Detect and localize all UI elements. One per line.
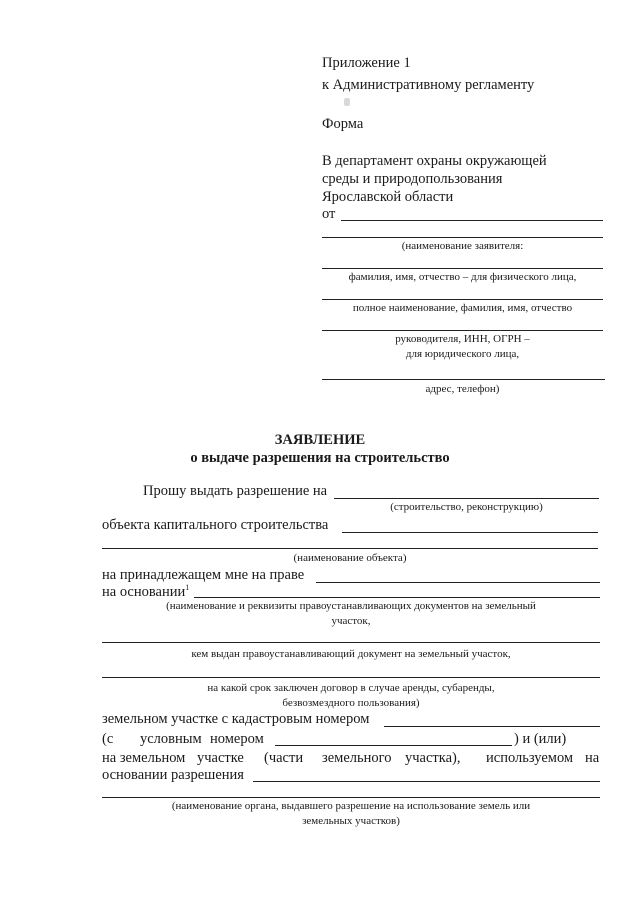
permit-label: основании разрешения [102,767,244,783]
document-subtitle: о выдаче разрешения на строительство [190,450,450,466]
request-label: Прошу выдать разрешение на [143,483,328,499]
permit-field-line[interactable] [253,781,600,782]
applicant-field-line[interactable] [322,268,603,269]
document-title: ЗАЯВЛЕНИЕ [274,432,366,448]
cadastral-label: земельном участке с кадастровым номером [102,711,370,727]
land-word: на [585,750,600,766]
request-hint: (строительство, реконструкцию) [390,501,543,513]
object-label: объекта капитального строительства [102,517,329,533]
organ-hint-2: земельных участков) [302,815,400,827]
land-word: (части [264,750,304,766]
scan-smudge [344,98,350,106]
addressee-line-3: Ярославской области [322,189,454,205]
appendix-label: Приложение 1 [322,55,411,71]
conditional-field-line[interactable] [275,745,512,746]
object-hint: (наименование объекта) [293,552,407,564]
request-field-line[interactable] [334,498,599,499]
conditional-word-1: условным [140,731,202,747]
basis-hint-2: участок, [331,615,371,627]
right-field-line[interactable] [316,582,600,583]
land-word: используемом [486,750,574,766]
conditional-word-2: номером [210,731,264,747]
land-word: земельного [322,750,392,766]
addressee-line-1: В департамент охраны окружающей [322,153,547,169]
land-word: на земельном [102,750,186,766]
addressee-line-2: среды и природопользования [322,171,503,187]
term-hint-1: на какой срок заключен договор в случае аренды, субаренды, [207,682,495,694]
organ-field-line[interactable] [102,797,600,798]
cadastral-field-line[interactable] [384,726,600,727]
organ-hint-1: (наименование органа, выдавшего разрешение на использование земель или [171,800,531,812]
term-hint-2: безвозмездного пользования) [282,697,420,709]
conditional-open: (с [102,731,114,747]
object-field-line[interactable] [342,532,598,533]
issuer-field-line[interactable] [102,642,600,643]
applicant-hint: адрес, телефон) [425,383,500,395]
basis-text: на основании [102,583,186,600]
land-word: участке [197,750,244,766]
applicant-hint: руководителя, ИНН, ОГРН – [395,333,530,345]
basis-hint-1: (наименование и реквизиты правоустанавливающих документов на земельный [166,600,536,612]
applicant-hint: полное наименование, фамилия, имя, отчество [352,302,573,314]
basis-label [102,583,189,601]
conditional-close: ) и (или) [514,731,567,747]
footnote-mark: 1 [185,583,190,592]
form-label: Форма [322,116,364,132]
from-label: от [322,206,336,222]
applicant-hint: для юридического лица, [405,348,520,360]
term-field-line[interactable] [102,677,600,678]
land-word: участка), [405,750,461,766]
applicant-field-line[interactable] [322,330,603,331]
applicant-field-line[interactable] [322,379,605,380]
right-label: на принадлежащем мне на праве [102,567,305,583]
applicant-field-line[interactable] [322,237,603,238]
applicant-field-line[interactable] [322,299,603,300]
object-field-line[interactable] [102,548,598,549]
regulation-label: к Административному регламенту [322,77,535,93]
issuer-hint: кем выдан правоустанавливающий документ на земельный участок, [191,648,511,660]
basis-field-line[interactable] [194,597,600,598]
applicant-field-line[interactable] [341,220,603,221]
applicant-hint: фамилия, имя, отчество – для физического лица, [348,271,577,283]
applicant-hint: (наименование заявителя: [401,240,524,252]
